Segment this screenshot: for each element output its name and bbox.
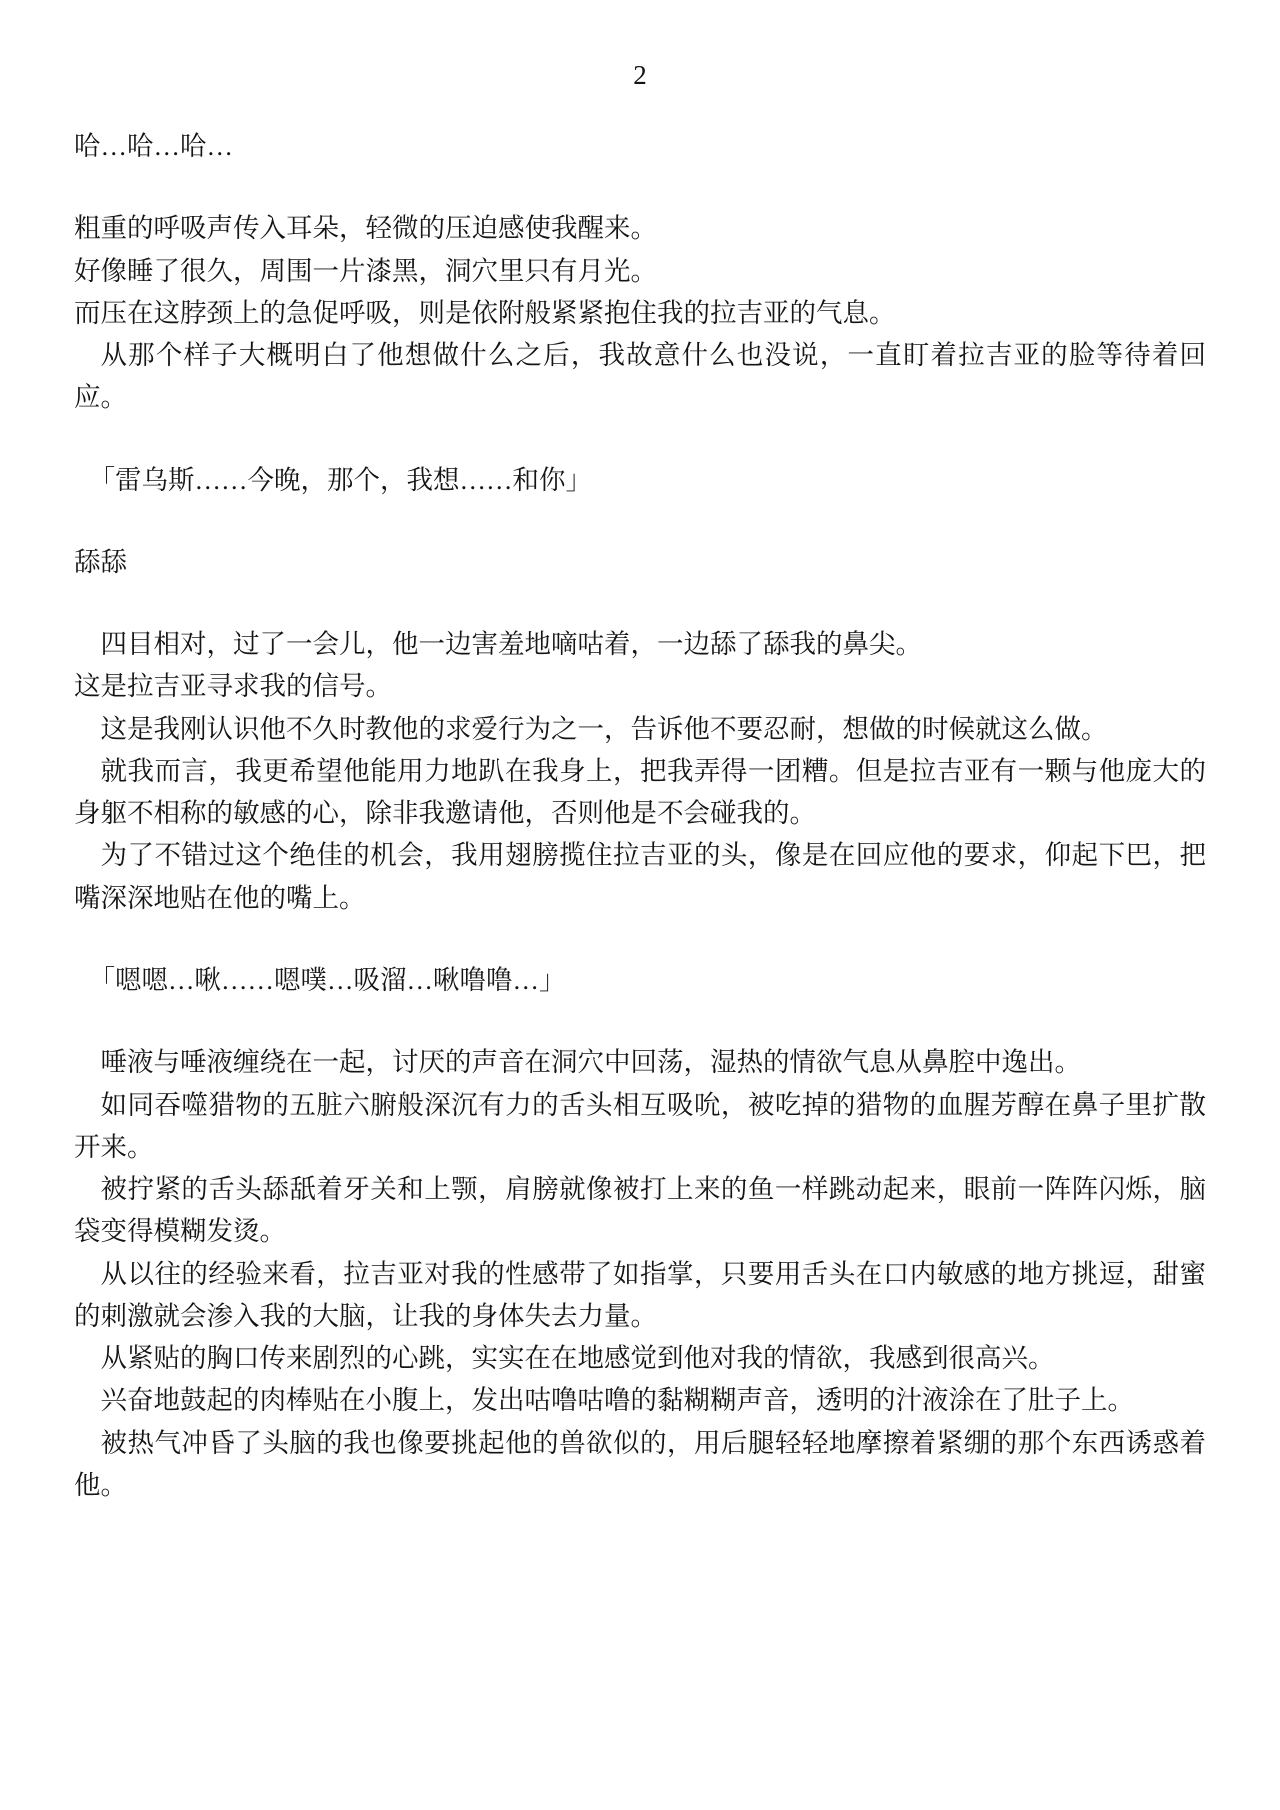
paragraph-gap bbox=[74, 583, 1206, 623]
paragraph: 从以往的经验来看，拉吉亚对我的性感带了如指掌，只要用舌头在口内敏感的地方挑逗，甜蜜的刺激就会渗入我的大脑，让我的身体失去力量。 bbox=[74, 1258, 1206, 1331]
paragraph: 从那个样子大概明白了他想做什么之后，我故意什么也没说，一直盯着拉吉亚的脸等待着回应。 bbox=[74, 340, 1206, 413]
paragraph: 粗重的呼吸声传入耳朵，轻微的压迫感使我醒来。 bbox=[74, 213, 657, 244]
paragraph: 兴奋地鼓起的肉棒贴在小腹上，发出咕噜咕噜的黏糊糊声音，透明的汁液涂在了肚子上。 bbox=[100, 1385, 1134, 1416]
paragraph: 这是我刚认识他不久时教他的求爱行为之一，告诉他不要忍耐，想做的时候就这么做。 bbox=[100, 713, 1108, 744]
paragraph: 哈…哈…哈… bbox=[74, 131, 233, 161]
paragraph: 被热气冲昏了头脑的我也像要挑起他的兽欲似的，用后腿轻轻地摩擦着紧绷的那个东西诱惑着他。 bbox=[74, 1427, 1206, 1500]
dialogue-line: 「雷乌斯……今晚，那个，我想……和你」 bbox=[88, 464, 593, 495]
paragraph-gap bbox=[74, 167, 1206, 207]
paragraph-gap bbox=[74, 1001, 1206, 1041]
paragraph: 这是拉吉亚寻求我的信号。 bbox=[74, 671, 392, 702]
page-number: 2 bbox=[633, 60, 647, 90]
paragraph: 如同吞噬猎物的五脏六腑般深沉有力的舌头相互吸吮，被吃掉的猎物的血腥芳醇在鼻子里扩散开来。 bbox=[74, 1089, 1206, 1162]
paragraph: 而压在这脖颈上的急促呼吸，则是依附般紧紧抱住我的拉吉亚的气息。 bbox=[74, 297, 896, 328]
paragraph-gap bbox=[74, 919, 1206, 959]
paragraph: 舔舔 bbox=[74, 546, 127, 577]
paragraph: 为了不错过这个绝佳的机会，我用翅膀揽住拉吉亚的头，像是在回应他的要求，仰起下巴，把嘴深深地贴在他的嘴上。 bbox=[74, 840, 1206, 913]
paragraph-gap bbox=[74, 501, 1206, 541]
paragraph: 就我而言，我更希望他能用力地趴在我身上，把我弄得一团糟。但是拉吉亚有一颗与他庞大的身躯不相称的敏感的心，除非我邀请他，否则他是不会碰我的。 bbox=[74, 755, 1206, 829]
paragraph-gap bbox=[74, 419, 1206, 459]
paragraph: 好像睡了很久，周围一片漆黑，洞穴里只有月光。 bbox=[74, 255, 657, 286]
paragraph: 被拧紧的舌头舔舐着牙关和上颚，肩膀就像被打上来的鱼一样跳动起来，眼前一阵阵闪烁，脑袋变得模糊发烫。 bbox=[74, 1174, 1206, 1247]
paragraph: 四目相对，过了一会儿，他一边害羞地嘀咕着，一边舔了舔我的鼻尖。 bbox=[100, 629, 922, 660]
page-body bbox=[74, 125, 1206, 1506]
paragraph: 唾液与唾液缠绕在一起，讨厌的声音在洞穴中回荡，湿热的情欲气息从鼻腔中逸出。 bbox=[100, 1047, 1081, 1078]
paragraph: 从紧贴的胸口传来剧烈的心跳，实实在在地感觉到他对我的情欲，我感到很高兴。 bbox=[100, 1343, 1055, 1374]
dialogue-line: 「嗯嗯…啾……嗯噗…吸溜…啾噜噜…」 bbox=[88, 964, 566, 995]
